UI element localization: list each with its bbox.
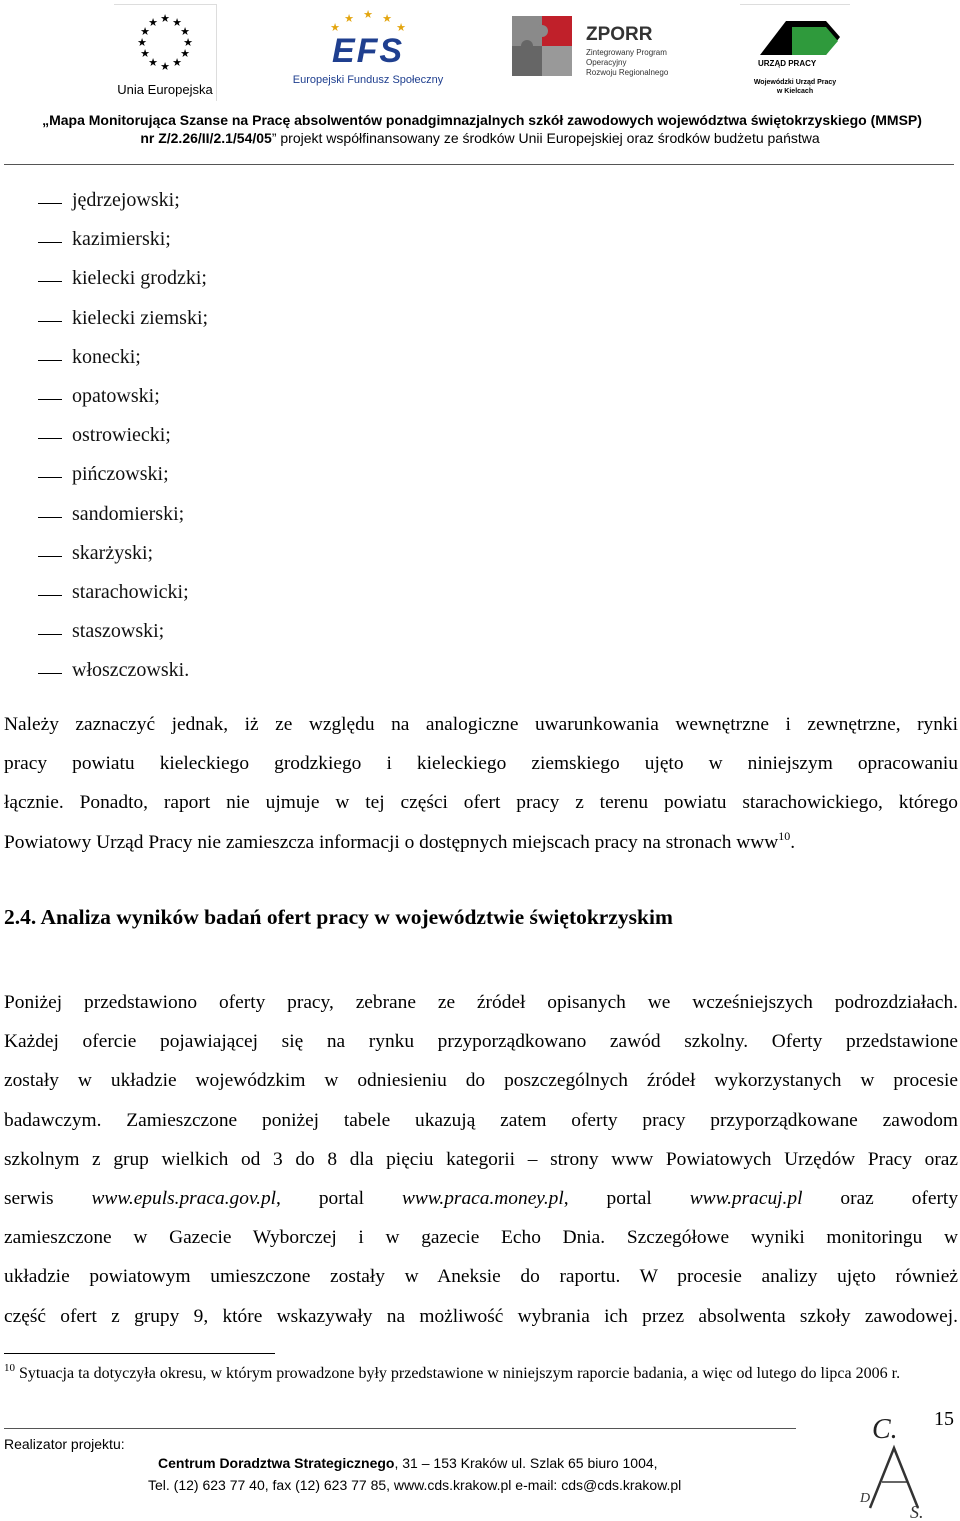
page-number: 15 xyxy=(934,1408,954,1430)
svg-text:★: ★ xyxy=(382,13,392,25)
footer-label: Realizator projektu: xyxy=(4,1436,125,1452)
puzzle-icon xyxy=(498,6,584,92)
efs-caption: Europejski Fundusz Społeczny xyxy=(292,74,444,86)
svg-text:★: ★ xyxy=(344,13,354,25)
zporr-logo xyxy=(494,4,680,96)
wup-tag: URZĄD PRACY xyxy=(758,59,817,68)
eu-stars-icon xyxy=(136,13,194,71)
project-number: nr Z/2.26/II/2.1/54/05 xyxy=(140,130,272,146)
eu-caption: Unia Europejska xyxy=(117,82,213,97)
svg-text:★: ★ xyxy=(160,13,170,25)
svg-text:★: ★ xyxy=(148,57,158,69)
zporr-subtitle: Zintegrowany Program Operacyjny Rozwoju Regionalnego xyxy=(586,48,669,77)
svg-text:★: ★ xyxy=(140,48,150,60)
cds-letter-d: D xyxy=(860,1491,871,1506)
svg-text:★: ★ xyxy=(363,9,373,21)
cds-letter-c: C. xyxy=(872,1414,898,1445)
footer-contact: Tel. (12) 623 77 40, fax (12) 623 77 85, www.cds.krakow.pl e-mail: cds@cds.krakow.pl xyxy=(148,1477,682,1493)
footnote-text: Sytuacja ta dotyczyła okresu, w którym prowadzone były przedstawione w niniejszym raporcie badania, a więc od lutego do lipca 2006 r. xyxy=(19,1365,901,1382)
svg-text:★: ★ xyxy=(330,22,340,34)
svg-text:★: ★ xyxy=(148,17,158,29)
wup-caption: Wojewódzki Urząd Pracy w Kielcach xyxy=(753,79,837,95)
efs-logo xyxy=(278,4,454,96)
svg-text:★: ★ xyxy=(183,37,193,49)
eu-logo xyxy=(114,4,217,101)
footnote xyxy=(4,1363,954,1384)
project-title: „Mapa Monitorująca Szanse na Pracę absolwentów ponadgimnazjalnych szkół zawodowych województwa świętokrzyskiego (MMSP) xyxy=(42,112,922,128)
paragraph-counties-note: Należy zaznaczyć jednak, iż ze względu na analogiczne uwarunkowania wewnętrzne i zewnętrzne, rynki pracy powiatu kieleckiego grodzkiego i kieleckiego ziemskiego ujęto w niniejszym opracowaniu łącznie. Ponadto, raport nie ujmuje w tej części ofert pracy z terenu powiatu starachowickiego, którego Powiatowy Urząd Pracy nie zamieszcza informacji o dostępnych miejscach pracy na stronach www$^{10}$. xyxy=(4,714,958,853)
link-pracuj[interactable]: www.pracuj.pl xyxy=(689,1187,803,1209)
link-epuls[interactable]: www.epuls.praca.gov.pl xyxy=(91,1187,277,1209)
svg-text:★: ★ xyxy=(137,37,147,49)
footnote-divider xyxy=(4,1353,275,1354)
svg-text:★: ★ xyxy=(172,17,182,29)
footer-company: Centrum Doradztwa Strategicznego, 31 – 153 Kraków ul. Szlak 65 biuro 1004, xyxy=(158,1455,658,1471)
paragraph-analysis: Poniżej przedstawiono oferty pracy, zebrane ze źródeł opisanych we wcześniejszych podrozdziałach. Każdej ofercie pojawiającej się na rynku przyporządkowano zawód szkolny. Oferty przedstawione zostały w układzie wojewódzkim w odniesieniu do poszczególnych źródeł wykorzystanych w procesie badawczym. Zamieszczone poniżej tabele ukazują zatem oferty pracy przyporządkowane zawodom szkolnym z grup wielkich od 3 do 8 dla pięciu kategorii – strony www Powiatowych Urzędów Pracy oraz serwis www.epuls.praca.gov.pl, portal www.praca.money.pl, portal www.pracuj.pl oraz oferty zamieszczone w Gazecie Wyborczej i w gazecie Echo Dnia. Szczegółowe wyniki monitoringu w układzie powiatowym umieszczone zostały w Aneksie do raportu. W procesie analizy ujęto również część ofert z grupy 9, które wskazywały na możliwość wybrania ich przez absolwenta szkoły zawodowej. xyxy=(4,992,959,1327)
svg-text:★: ★ xyxy=(140,26,150,38)
efs-mark: EFS xyxy=(331,32,405,70)
footnote-ref: 10 xyxy=(778,828,791,843)
project-funding: ” projekt współfinansowany ze środków Unii Europejskiej oraz środków budżetu państwa xyxy=(271,130,820,146)
header-divider xyxy=(4,164,954,165)
svg-text:★: ★ xyxy=(172,57,182,69)
svg-text:★: ★ xyxy=(160,61,170,71)
footer-divider xyxy=(4,1428,796,1429)
svg-text:★: ★ xyxy=(180,26,190,38)
svg-text:★: ★ xyxy=(396,22,406,34)
project-number-line xyxy=(0,130,960,146)
footnote-number: 10 xyxy=(4,1362,15,1374)
zporr-title: ZPORR xyxy=(586,24,653,45)
section-heading: 2.4. Analiza wyników badań ofert pracy w województwie świętokrzyskim xyxy=(4,905,673,929)
svg-text:★: ★ xyxy=(180,48,190,60)
cds-letter-s: S. xyxy=(910,1502,924,1520)
wup-logo xyxy=(740,4,850,97)
link-praca-money[interactable]: www.praca.money.pl xyxy=(402,1187,564,1209)
cds-logo xyxy=(842,1412,934,1520)
